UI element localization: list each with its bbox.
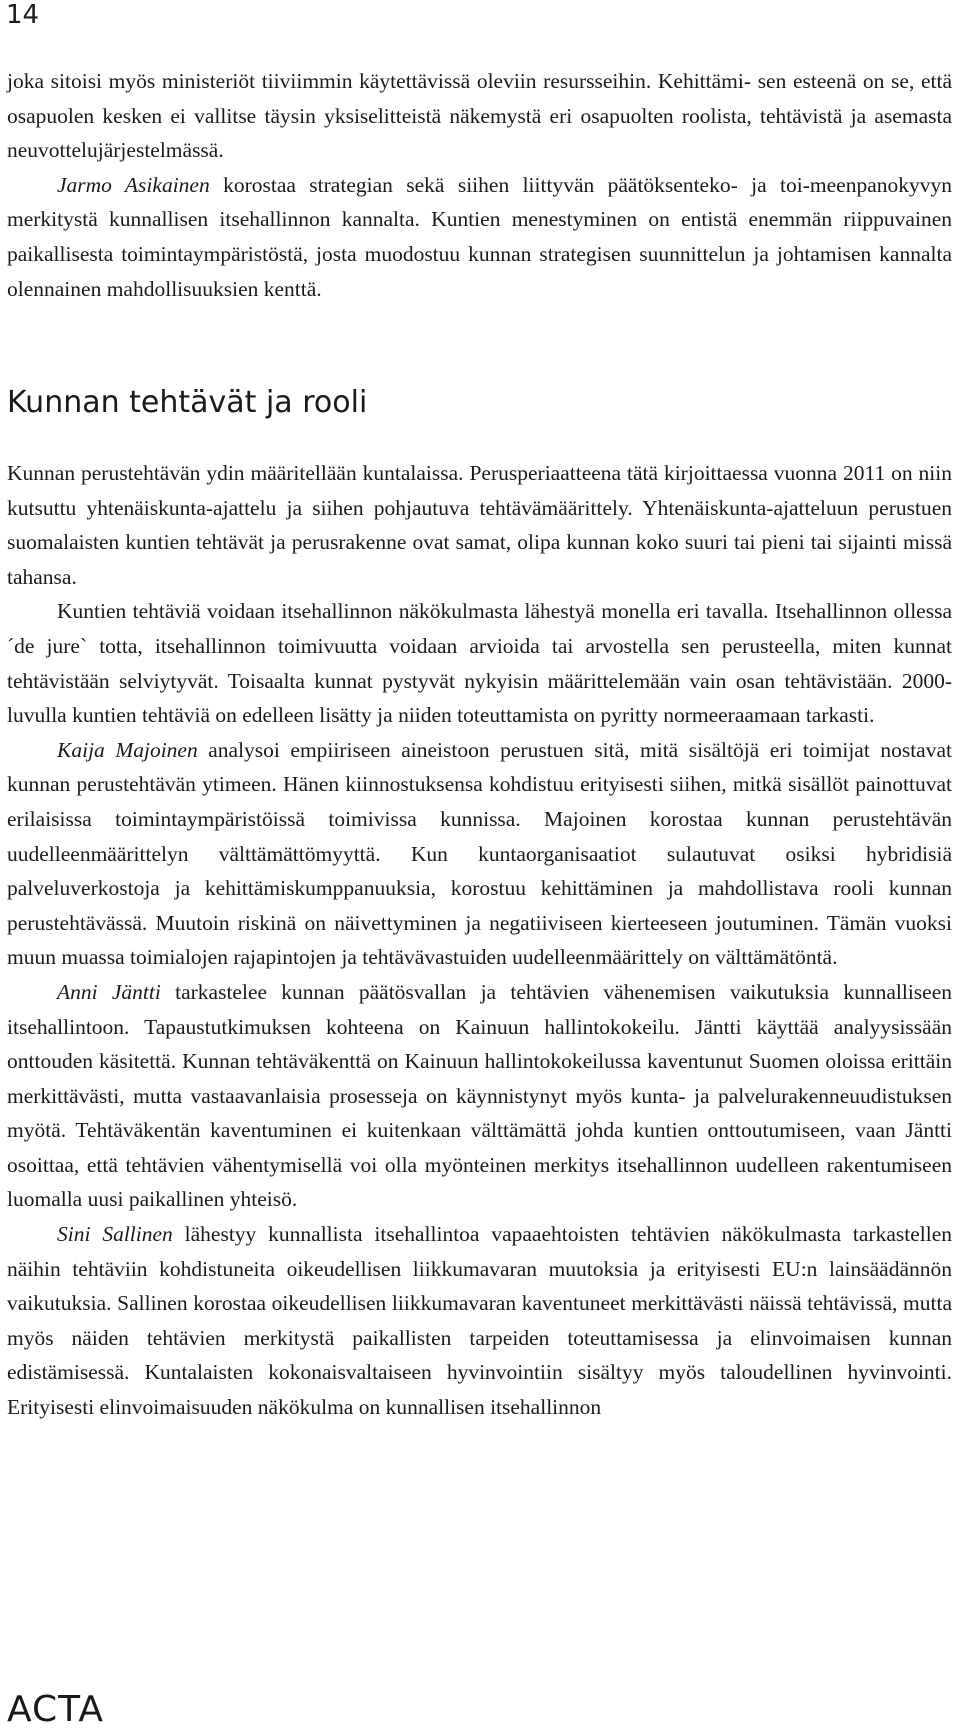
- author-name-majoinen: Kaija Majoinen: [57, 737, 198, 762]
- jantti-text: tarkastelee kunnan päätösvallan ja tehtävien vähenemisen vaikutuksia kunnalliseen itsehallintoon. Tapaustutkimuksen kohteena on Kainuun hallintokokeilu. Jäntti käyttää analyysissään onttouden käsitettä. Kunnan tehtäväkenttä on Kainuun hallintokokeilussa kaventunut Suomen oloissa erittäin merkittävästi, mutta vastaavanlaisia prosesseja on käynnistynyt myös kunta- ja palvelurakenneuudistuksen myötä. Tehtäväkentän kaventuminen ei kuitenkaan välttämättä johda kuntien onttoutumiseen, vaan Jäntti osoittaa, että tehtävien vähentymisellä voi olla myönteinen merkitys itsehallinnon uudelleen rakentumiseen luomalla uusi paikallinen yhteisö.: [7, 979, 952, 1212]
- author-name-asikainen: Jarmo Asikainen: [57, 172, 210, 197]
- majoinen-paragraph: [7, 733, 952, 975]
- intro-line-3: osapuolten roolista, tehtävistä ja asemasta neuvottelujärjestelmässä.: [7, 103, 952, 163]
- section-heading: Kunnan tehtävät ja rooli: [7, 385, 368, 420]
- intro-line-1: joka sitoisi myös ministeriöt tiiviimmin käytettävissä oleviin resursseihin. Kehittämi-: [7, 69, 752, 93]
- author-name-sallinen: Sini Sallinen: [57, 1222, 173, 1247]
- page-number: 14: [6, 0, 40, 30]
- asikainen-text: korostaa strategian sekä siihen liittyvän päätöksenteko- ja toi-meenpanokyvyn merkitystä kunnallisen itsehallinnon kannalta. Kuntien menestyminen on entistä enemmän riippuvainen paikallisesta toimintaympäristöstä, josta muodostuu kunnan strategisen suunnittelun ja johtamisen kannalta olennainen mahdollisuuksien kenttä.: [7, 172, 952, 301]
- section-paragraph-1: Kunnan perustehtävän ydin määritellään kuntalaissa. Perusperiaatteena tätä kirjoittaessa vuonna 2011 on niin kutsuttu yhtenäiskunta-ajattelu ja siihen pohjautuva tehtävämäärittely. Yhtenäiskunta-ajatteluun perustuen suomalaisten kuntien tehtävät ja perusrakenne ovat samat, olipa kunnan koko suuri tai pieni tai sijainti missä tahansa.: [7, 461, 952, 589]
- author-name-jantti: Anni Jäntti: [57, 979, 161, 1004]
- section-body: [7, 456, 952, 1425]
- sallinen-paragraph: [7, 1217, 952, 1425]
- jantti-paragraph: [7, 975, 952, 1217]
- intro-text: [7, 64, 952, 306]
- asikainen-paragraph: [7, 168, 952, 306]
- sallinen-text: lähestyy kunnallista itsehallintoa vapaaehtoisten tehtävien näkökulmasta tarkastellen näihin tehtäviin kohdistuneita oikeudellisen liikkumavaran muutoksia ja erityisesti EU:n lainsäädännön vaikutuksia. Sallinen korostaa oikeudellisen liikkumavaran kaventuneet merkittävästi näissä tehtävissä, mutta myös näiden tehtävien merkitystä paikallisten tarpeiden toteuttamisessa ja elinvoimaisen kunnan edistämisessä. Kuntalaisten kokonaisvaltaiseen hyvinvointiin sisältyy myös taloudellinen hyvinvointi. Erityisesti elinvoimaisuuden näkökulma on kunnallisen itsehallinnon: [7, 1222, 952, 1420]
- intro-paragraph: [7, 64, 952, 168]
- majoinen-text: analysoi empiiriseen aineistoon perustuen sitä, mitä sisältöjä eri toimijat nostavat kunnan perustehtävän ytimeen. Hänen kiinnostuksensa kohdistuu erityisesti siihen, mitkä sisällöt painottuvat erilaisissa toimintaympäristöissä toimivissa kunnissa. Majoinen korostaa kunnan perustehtävän uudelleenmäärittelyn välttämättömyyttä. Kun kuntaorganisaatiot sulautuvat osiksi hybridisiä palveluverkostoja ja kehittämiskumppanuuksia, korostuu kehittäminen ja mahdollistava rooli kunnan perustehtävässä. Muutoin riskinä on näivettyminen ja negatiiviseen kierteeseen joutuminen. Tämän vuoksi muun muassa toimialojen rajapintojen ja tehtävävastuiden uudelleenmäärittely on välttämätöntä.: [7, 737, 952, 970]
- intro-line-2: sen esteenä on se, että osapuolen kesken ei vallitse täysin yksiselitteistä näkemystä eri: [7, 69, 952, 128]
- section-paragraph-2: Kuntien tehtäviä voidaan itsehallinnon näkökulmasta lähestyä monella eri tavalla. Itsehallinnon ollessa ´de jure` totta, itsehallinnon toimivuutta voidaan arvioida tai arvostella sen perusteella, miten kunnat tehtävistään selviytyvät. Toisaalta kunnat pystyvät nykyisin määrittelemään vain osan tehtävistään. 2000-luvulla kuntien tehtäviä on edelleen lisätty ja niiden toteuttamista on pyritty normeeraamaan tarkasti.: [7, 599, 952, 728]
- acta-logo: ACTA: [7, 1689, 104, 1730]
